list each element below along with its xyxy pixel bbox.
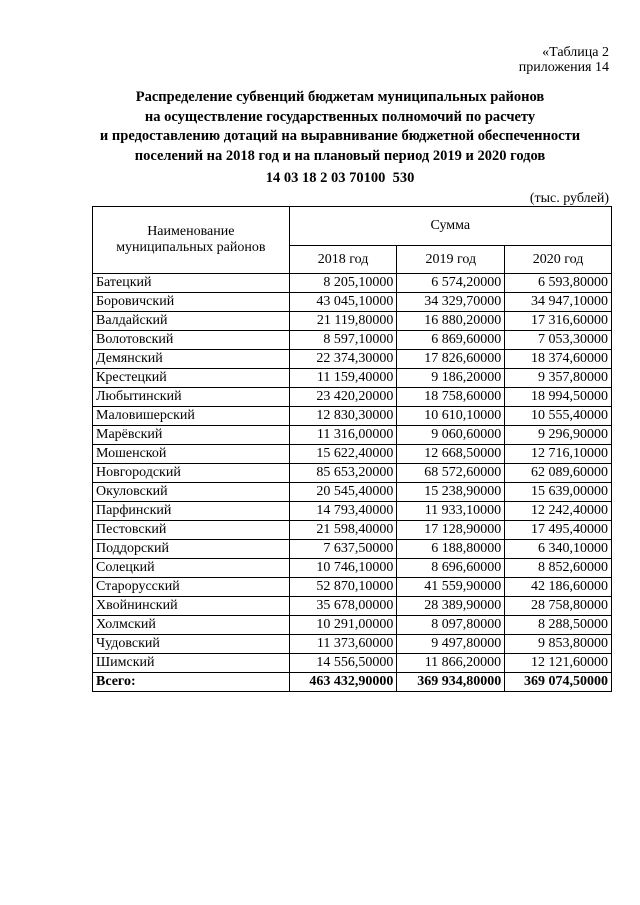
- cell-y2020: 42 186,60000: [505, 578, 612, 597]
- cell-y2018: 43 045,10000: [289, 293, 397, 312]
- cell-y2020: 17 316,60000: [505, 312, 612, 331]
- cell-y2018: 52 870,10000: [289, 578, 397, 597]
- cell-district-name: Крестецкий: [93, 369, 290, 388]
- cell-district-name: Маловишерский: [93, 407, 290, 426]
- cell-district-name: Боровичский: [93, 293, 290, 312]
- cell-y2018: 11 159,40000: [289, 369, 397, 388]
- cell-y2020: 17 495,40000: [505, 521, 612, 540]
- cell-y2020: 28 758,80000: [505, 597, 612, 616]
- cell-district-name: Поддорский: [93, 540, 290, 559]
- cell-y2020: 6 593,80000: [505, 274, 612, 293]
- cell-y2018: 8 597,10000: [289, 331, 397, 350]
- cell-y2019: 9 060,60000: [397, 426, 505, 445]
- cell-y2018: 21 119,80000: [289, 312, 397, 331]
- cell-district-name: Чудовский: [93, 635, 290, 654]
- cell-y2018: 14 793,40000: [289, 502, 397, 521]
- table-row: [93, 274, 612, 293]
- units-label: (тыс. рублей): [529, 191, 609, 206]
- cell-y2020: 10 555,40000: [505, 407, 612, 426]
- table-row: [93, 540, 612, 559]
- cell-y2020: 8 852,60000: [505, 559, 612, 578]
- cell-y2018: 23 420,20000: [289, 388, 397, 407]
- cell-district-name: Мошенской: [93, 445, 290, 464]
- budget-code: 14 03 18 2 03 70100 530: [265, 170, 415, 186]
- cell-y2020: 34 947,10000: [505, 293, 612, 312]
- title-line-3: и предоставлению дотаций на выравнивание бюджетной обеспеченности: [99, 128, 581, 144]
- total-y2018: 463 432,90000: [289, 673, 397, 692]
- header-name-text: Наименование муниципальных районов: [116, 224, 266, 255]
- title-line-2: на осуществление государственных полномочий по расчету: [144, 108, 536, 125]
- total-y2019: 369 934,80000: [397, 673, 505, 692]
- total-y2020: 369 074,50000: [505, 673, 612, 692]
- header-year-2020: 2020 год: [505, 246, 612, 274]
- cell-y2019: 15 238,90000: [397, 483, 505, 502]
- cell-y2020: 18 994,50000: [505, 388, 612, 407]
- cell-district-name: Марёвский: [93, 426, 290, 445]
- cell-district-name: Пестовский: [93, 521, 290, 540]
- table-row: [93, 426, 612, 445]
- cell-y2019: 18 758,60000: [397, 388, 505, 407]
- table-row: [93, 388, 612, 407]
- appendix-line-2: приложения 14: [518, 60, 609, 75]
- cell-y2018: 8 205,10000: [289, 274, 397, 293]
- table-row: [93, 502, 612, 521]
- cell-y2019: 34 329,70000: [397, 293, 505, 312]
- total-district-name: Всего:: [93, 673, 290, 692]
- cell-y2020: 9 296,90000: [505, 426, 612, 445]
- title-line-1: Распределение субвенций бюджетам муниципальных районов: [135, 89, 545, 105]
- cell-y2020: 12 121,60000: [505, 654, 612, 673]
- table-row: [93, 483, 612, 502]
- cell-district-name: Новгородский: [93, 464, 290, 483]
- table-row: [93, 407, 612, 426]
- cell-y2019: 17 128,90000: [397, 521, 505, 540]
- cell-y2018: 10 291,00000: [289, 616, 397, 635]
- table-row: [93, 616, 612, 635]
- table-row: [93, 464, 612, 483]
- cell-district-name: Солецкий: [93, 559, 290, 578]
- cell-y2019: 9 497,80000: [397, 635, 505, 654]
- cell-district-name: Хвойнинский: [93, 597, 290, 616]
- cell-y2019: 6 188,80000: [397, 540, 505, 559]
- cell-y2020: 9 853,80000: [505, 635, 612, 654]
- table-row: [93, 635, 612, 654]
- cell-district-name: Окуловский: [93, 483, 290, 502]
- cell-y2019: 41 559,90000: [397, 578, 505, 597]
- table-row: [93, 597, 612, 616]
- cell-y2018: 14 556,50000: [289, 654, 397, 673]
- cell-district-name: Батецкий: [93, 274, 290, 293]
- cell-y2020: 12 716,10000: [505, 445, 612, 464]
- table-row: [93, 369, 612, 388]
- table-row: [93, 578, 612, 597]
- table-row: [93, 559, 612, 578]
- cell-district-name: Старорусский: [93, 578, 290, 597]
- document-title: [40, 88, 640, 189]
- header-sum: Сумма: [289, 207, 611, 246]
- cell-y2018: 12 830,30000: [289, 407, 397, 426]
- cell-y2018: 85 653,20000: [289, 464, 397, 483]
- total-row: [93, 673, 612, 692]
- table-header-row: [93, 207, 612, 246]
- table-row: [93, 654, 612, 673]
- cell-y2018: 22 374,30000: [289, 350, 397, 369]
- header-name: [93, 207, 290, 274]
- table-row: [93, 312, 612, 331]
- cell-y2020: 18 374,60000: [505, 350, 612, 369]
- cell-district-name: Парфинский: [93, 502, 290, 521]
- cell-y2018: 11 316,00000: [289, 426, 397, 445]
- cell-y2020: 15 639,00000: [505, 483, 612, 502]
- header-year-2019: 2019 год: [397, 246, 505, 274]
- cell-y2020: 6 340,10000: [505, 540, 612, 559]
- cell-district-name: Шимский: [93, 654, 290, 673]
- cell-y2018: 21 598,40000: [289, 521, 397, 540]
- cell-y2020: 8 288,50000: [505, 616, 612, 635]
- appendix-label: [519, 45, 609, 75]
- cell-y2020: 9 357,80000: [505, 369, 612, 388]
- cell-y2018: 20 545,40000: [289, 483, 397, 502]
- cell-y2018: 35 678,00000: [289, 597, 397, 616]
- cell-y2018: 11 373,60000: [289, 635, 397, 654]
- table-row: [93, 331, 612, 350]
- cell-y2019: 8 097,80000: [397, 616, 505, 635]
- cell-y2019: 8 696,60000: [397, 559, 505, 578]
- cell-y2019: 10 610,10000: [397, 407, 505, 426]
- cell-y2019: 11 933,10000: [397, 502, 505, 521]
- cell-y2019: 6 574,20000: [397, 274, 505, 293]
- cell-y2019: 16 880,20000: [397, 312, 505, 331]
- cell-y2019: 28 389,90000: [397, 597, 505, 616]
- cell-y2020: 12 242,40000: [505, 502, 612, 521]
- cell-y2019: 17 826,60000: [397, 350, 505, 369]
- cell-y2019: 11 866,20000: [397, 654, 505, 673]
- cell-y2019: 6 869,60000: [397, 331, 505, 350]
- table-row: [93, 293, 612, 312]
- cell-district-name: Холмский: [93, 616, 290, 635]
- cell-y2019: 12 668,50000: [397, 445, 505, 464]
- cell-district-name: Демянский: [93, 350, 290, 369]
- table-row: [93, 350, 612, 369]
- cell-district-name: Волотовский: [93, 331, 290, 350]
- title-line-4: поселений на 2018 год и на плановый период 2019 и 2020 годов: [134, 147, 546, 164]
- table-row: [93, 521, 612, 540]
- cell-y2020: 62 089,60000: [505, 464, 612, 483]
- cell-district-name: Любытинский: [93, 388, 290, 407]
- cell-y2019: 9 186,20000: [397, 369, 505, 388]
- header-year-2018: 2018 год: [289, 246, 397, 274]
- appendix-line-1: «Таблица 2: [542, 45, 609, 60]
- cell-y2018: 15 622,40000: [289, 445, 397, 464]
- cell-y2019: 68 572,60000: [397, 464, 505, 483]
- cell-y2020: 7 053,30000: [505, 331, 612, 350]
- cell-y2018: 10 746,10000: [289, 559, 397, 578]
- table-row: [93, 445, 612, 464]
- cell-district-name: Валдайский: [93, 312, 290, 331]
- subvention-table: [92, 206, 612, 692]
- cell-y2018: 7 637,50000: [289, 540, 397, 559]
